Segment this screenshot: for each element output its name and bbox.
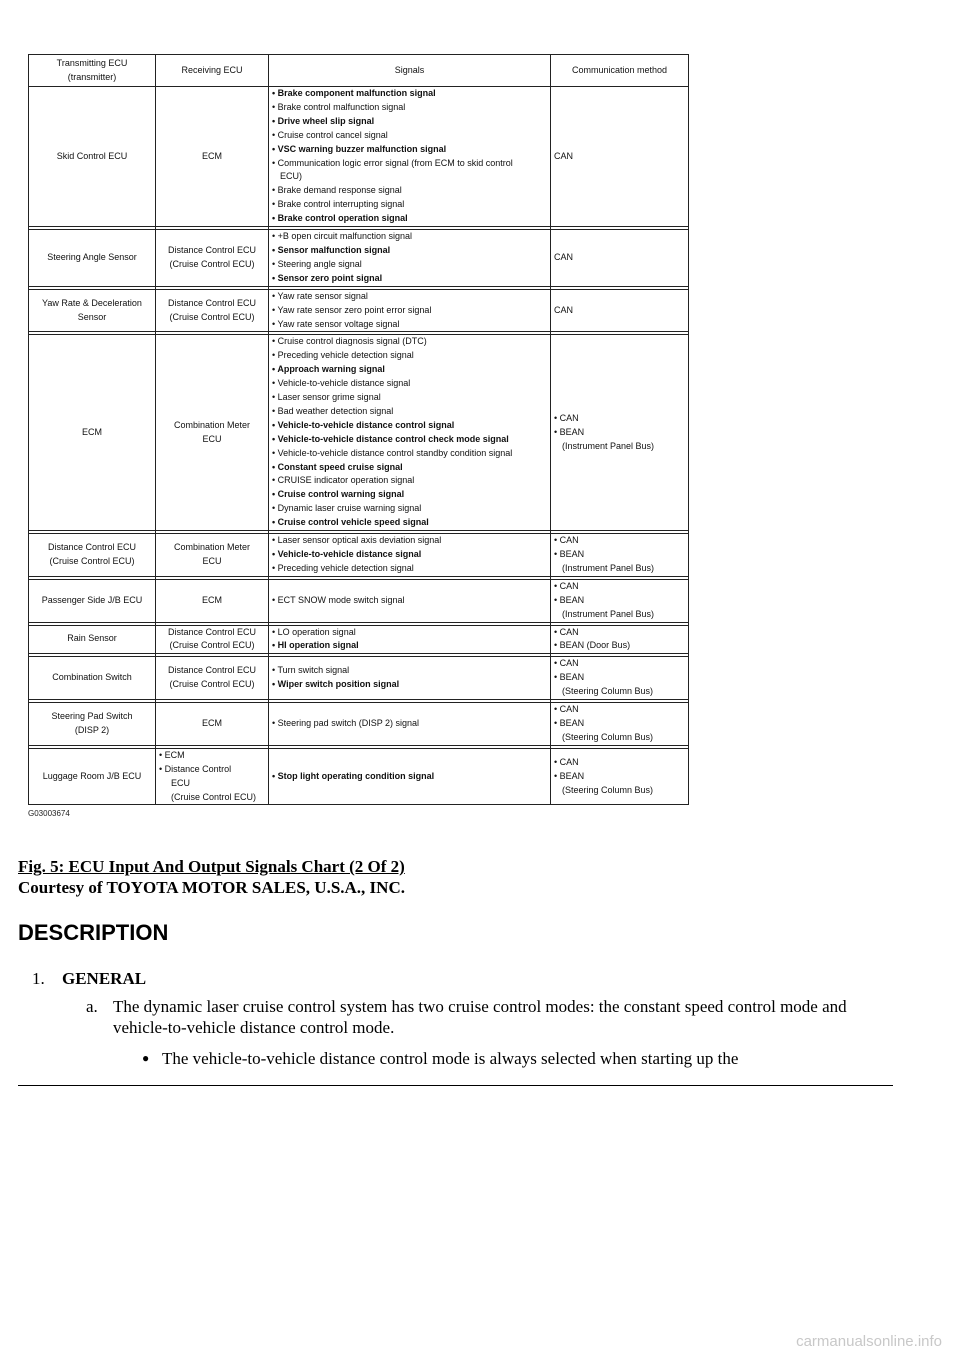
signal-item: • Steering pad switch (DISP 2) signal xyxy=(272,717,420,728)
communication-method-text: • CAN xyxy=(554,658,579,669)
cell-signals xyxy=(269,335,551,531)
transmitting-ecu-text: (Cruise Control ECU) xyxy=(49,555,135,566)
transmitting-ecu-text: Yaw Rate & Deceleration xyxy=(42,297,142,308)
table-row xyxy=(29,87,689,227)
receiving-ecu-text: ECM xyxy=(202,594,222,605)
signal-item: • Brake control malfunction signal xyxy=(272,101,406,112)
communication-method-text: CAN xyxy=(554,251,574,262)
receiving-ecu-text: Distance Control ECU xyxy=(167,244,257,255)
signal-item: • Yaw rate sensor signal xyxy=(272,290,368,301)
cell-receiving-ecu xyxy=(156,579,269,622)
table-row xyxy=(29,625,689,654)
signal-item: • Yaw rate sensor zero point error signal xyxy=(272,304,432,315)
receiving-ecu-text: ECU xyxy=(202,433,222,444)
transmitting-ecu-text: Steering Angle Sensor xyxy=(47,251,137,262)
table-body xyxy=(29,87,689,805)
cell-receiving-ecu xyxy=(156,289,269,332)
receiving-ecu-text: ECM xyxy=(202,150,222,161)
cell-communication-method xyxy=(551,87,689,227)
communication-method-text: • CAN xyxy=(554,704,579,715)
table-row xyxy=(29,289,689,332)
signal-item: • Vehicle-to-vehicle distance signal xyxy=(272,378,411,389)
signal-item: • +B open circuit malfunction signal xyxy=(272,231,412,242)
signal-item: • Cruise control warning signal xyxy=(272,489,405,500)
communication-method-text: • BEAN xyxy=(554,426,585,437)
table-row xyxy=(29,579,689,622)
table-row xyxy=(29,748,689,805)
receiving-ecu-text: Distance Control ECU xyxy=(167,626,257,637)
cell-transmitting-ecu xyxy=(29,289,156,332)
communication-method-text: (Instrument Panel Bus) xyxy=(562,608,655,619)
figure-code: G03003674 xyxy=(28,809,70,819)
signal-item: • Vehicle-to-vehicle distance control signal xyxy=(272,419,455,430)
page-divider xyxy=(18,1085,893,1086)
signal-item: • Brake demand response signal xyxy=(272,185,402,196)
signal-item: • Laser sensor optical axis deviation signal xyxy=(272,535,442,546)
figure xyxy=(28,54,688,818)
courtesy-line: Courtesy of TOYOTA MOTOR SALES, U.S.A., INC. xyxy=(18,878,405,897)
cell-communication-method xyxy=(551,748,689,805)
cell-signals xyxy=(269,657,551,700)
receiving-ecu-text: ECU xyxy=(202,555,222,566)
receiving-ecu-text: Combination Meter xyxy=(173,419,251,430)
transmitting-ecu-text: Combination Switch xyxy=(52,672,132,683)
receiving-ecu-text: Distance Control ECU xyxy=(167,665,257,676)
signal-item: • Cruise control diagnosis signal (DTC) xyxy=(272,336,427,347)
signal-item: • Sensor zero point signal xyxy=(272,272,383,283)
signal-item: • Brake control operation signal xyxy=(272,213,408,224)
signal-item: • Vehicle-to-vehicle distance control standby condition signal xyxy=(272,447,513,458)
communication-method-text: • BEAN xyxy=(554,770,585,781)
signal-item: • Yaw rate sensor voltage signal xyxy=(272,318,400,329)
communication-method-text: • BEAN (Door Bus) xyxy=(554,640,631,651)
signal-item: • Bad weather detection signal xyxy=(272,405,394,416)
signal-item: • Steering angle signal xyxy=(272,258,362,269)
cell-transmitting-ecu xyxy=(29,534,156,577)
cell-communication-method xyxy=(551,335,689,531)
signal-item: • Vehicle-to-vehicle distance signal xyxy=(272,549,422,559)
receiving-ecu-text: • Distance Control xyxy=(159,763,232,774)
signal-item: • Sensor malfunction signal xyxy=(272,244,391,255)
communication-method-text: (Steering Column Bus) xyxy=(562,784,654,795)
communication-method-text: • BEAN xyxy=(554,594,585,605)
transmitting-ecu-text: ECM xyxy=(82,426,102,437)
transmitting-ecu-text: Distance Control ECU xyxy=(47,542,137,553)
transmitting-ecu-text: Steering Pad Switch xyxy=(51,711,133,722)
transmitting-ecu-text: Sensor xyxy=(77,311,107,322)
table-header-row xyxy=(29,55,689,87)
table-row xyxy=(29,534,689,577)
cell-receiving-ecu xyxy=(156,625,269,654)
communication-method-text: • CAN xyxy=(554,412,579,423)
signal-item: • Brake component malfunction signal xyxy=(272,88,436,98)
receiving-ecu-text: (Cruise Control ECU) xyxy=(169,258,255,269)
transmitting-ecu-text: Rain Sensor xyxy=(67,633,117,644)
receiving-ecu-text: • ECM xyxy=(159,749,185,760)
communication-method-text: • CAN xyxy=(554,756,579,767)
communication-method-text: • CAN xyxy=(554,626,579,637)
header-communication-method: Communication method xyxy=(551,55,689,87)
cell-receiving-ecu xyxy=(156,657,269,700)
cell-receiving-ecu xyxy=(156,534,269,577)
communication-method-text: (Instrument Panel Bus) xyxy=(562,562,655,573)
cell-receiving-ecu xyxy=(156,748,269,805)
signal-item: • Drive wheel slip signal xyxy=(272,115,375,126)
cell-transmitting-ecu xyxy=(29,335,156,531)
signal-item: • CRUISE indicator operation signal xyxy=(272,475,415,486)
cell-communication-method xyxy=(551,534,689,577)
signal-item: • Vehicle-to-vehicle distance control check mode signal xyxy=(272,433,509,444)
bullet-dot-icon: ● xyxy=(142,1051,150,1065)
signal-item: • Stop light operating condition signal xyxy=(272,770,435,781)
communication-method-text: (Steering Column Bus) xyxy=(562,686,654,697)
list-title: GENERAL xyxy=(62,969,147,988)
cell-signals xyxy=(269,748,551,805)
cell-receiving-ecu xyxy=(156,335,269,531)
header-receiving-ecu: Receiving ECU xyxy=(156,55,269,87)
table-row xyxy=(29,335,689,531)
sub-item-a xyxy=(86,996,886,1038)
cell-communication-method xyxy=(551,289,689,332)
figure-title: Fig. 5: ECU Input And Output Signals Chart (2 Of 2) xyxy=(18,857,405,876)
cell-receiving-ecu xyxy=(156,87,269,227)
communication-method-text: • BEAN xyxy=(554,717,585,728)
cell-communication-method xyxy=(551,625,689,654)
signal-item: • LO operation signal xyxy=(272,626,356,637)
signal-item: • Dynamic laser cruise warning signal xyxy=(272,503,422,514)
receiving-ecu-text: (Cruise Control ECU) xyxy=(169,311,255,322)
cell-signals xyxy=(269,534,551,577)
signal-item: • HI operation signal xyxy=(272,640,359,651)
cell-signals xyxy=(269,289,551,332)
sub-item-marker: a. xyxy=(86,997,98,1016)
receiving-ecu-text: ECU xyxy=(171,777,191,788)
signal-item: • Laser sensor grime signal xyxy=(272,392,381,403)
receiving-ecu-text: (Cruise Control ECU) xyxy=(169,640,255,651)
communication-method-text: • CAN xyxy=(554,580,579,591)
cell-signals xyxy=(269,579,551,622)
transmitting-ecu-text: Passenger Side J/B ECU xyxy=(41,594,143,605)
signal-item: • Brake control interrupting signal xyxy=(272,199,405,210)
table-row xyxy=(29,657,689,700)
communication-method-text: CAN xyxy=(554,304,574,315)
signal-item: • Constant speed cruise signal xyxy=(272,461,403,472)
signal-item: • ECT SNOW mode switch signal xyxy=(272,594,405,605)
bullet-text: The vehicle-to-vehicle distance control mode is always selected when starting up the xyxy=(162,1049,739,1068)
cell-communication-method xyxy=(551,657,689,700)
receiving-ecu-text: (Cruise Control ECU) xyxy=(171,791,257,802)
cell-communication-method xyxy=(551,579,689,622)
bullet-item xyxy=(142,1048,882,1069)
cell-receiving-ecu xyxy=(156,230,269,287)
list-item-general xyxy=(32,969,146,989)
communication-method-text: CAN xyxy=(554,150,574,161)
cell-signals xyxy=(269,703,551,746)
receiving-ecu-text: (Cruise Control ECU) xyxy=(169,679,255,690)
cell-receiving-ecu xyxy=(156,703,269,746)
signal-item: • Approach warning signal xyxy=(272,364,385,375)
transmitting-ecu-text: Luggage Room J/B ECU xyxy=(42,770,142,781)
cell-transmitting-ecu xyxy=(29,703,156,746)
table-row xyxy=(29,230,689,287)
cell-transmitting-ecu xyxy=(29,657,156,700)
signal-item: • Cruise control vehicle speed signal xyxy=(272,517,429,528)
receiving-ecu-text: Distance Control ECU xyxy=(167,297,257,308)
communication-method-text: • BEAN xyxy=(554,549,585,559)
communication-method-text: • CAN xyxy=(554,535,579,546)
cell-transmitting-ecu xyxy=(29,230,156,287)
header-transmitting-ecu: Transmitting ECU (transmitter) xyxy=(29,55,156,87)
signal-item: • Turn switch signal xyxy=(272,665,350,676)
communication-method-text: (Instrument Panel Bus) xyxy=(562,440,655,451)
sub-item-text: The dynamic laser cruise control system has two cruise control modes: the constant speed control mode and vehicle-to-vehicle distance control mode. xyxy=(113,997,847,1037)
transmitting-ecu-text: Skid Control ECU xyxy=(56,150,128,161)
signal-item: ECU) xyxy=(280,171,302,182)
cell-signals xyxy=(269,87,551,227)
watermark: carmanualsonline.info xyxy=(796,1333,942,1350)
header-signals: Signals xyxy=(269,55,551,87)
list-number: 1. xyxy=(32,969,45,988)
signal-item: • Preceding vehicle detection signal xyxy=(272,350,414,361)
signal-item: • Preceding vehicle detection signal xyxy=(272,562,414,573)
receiving-ecu-text: Combination Meter xyxy=(173,542,251,553)
cell-communication-method xyxy=(551,230,689,287)
figure-caption xyxy=(18,856,405,898)
signal-item: • VSC warning buzzer malfunction signal xyxy=(272,143,447,154)
table-row xyxy=(29,703,689,746)
receiving-ecu-text: ECM xyxy=(202,717,222,728)
cell-transmitting-ecu xyxy=(29,87,156,227)
cell-transmitting-ecu xyxy=(29,579,156,622)
signal-item: • Cruise control cancel signal xyxy=(272,129,388,140)
transmitting-ecu-text: (DISP 2) xyxy=(74,724,110,735)
cell-transmitting-ecu xyxy=(29,625,156,654)
cell-communication-method xyxy=(551,703,689,746)
communication-method-text: • BEAN xyxy=(554,672,585,683)
cell-signals xyxy=(269,625,551,654)
ecu-signals-table xyxy=(28,54,689,805)
cell-signals xyxy=(269,230,551,287)
communication-method-text: (Steering Column Bus) xyxy=(562,731,654,742)
signal-item: • Communication logic error signal (from ECM to skid control xyxy=(272,157,513,168)
signal-item: • Wiper switch position signal xyxy=(272,679,400,690)
cell-transmitting-ecu xyxy=(29,748,156,805)
section-heading: DESCRIPTION xyxy=(18,920,169,945)
